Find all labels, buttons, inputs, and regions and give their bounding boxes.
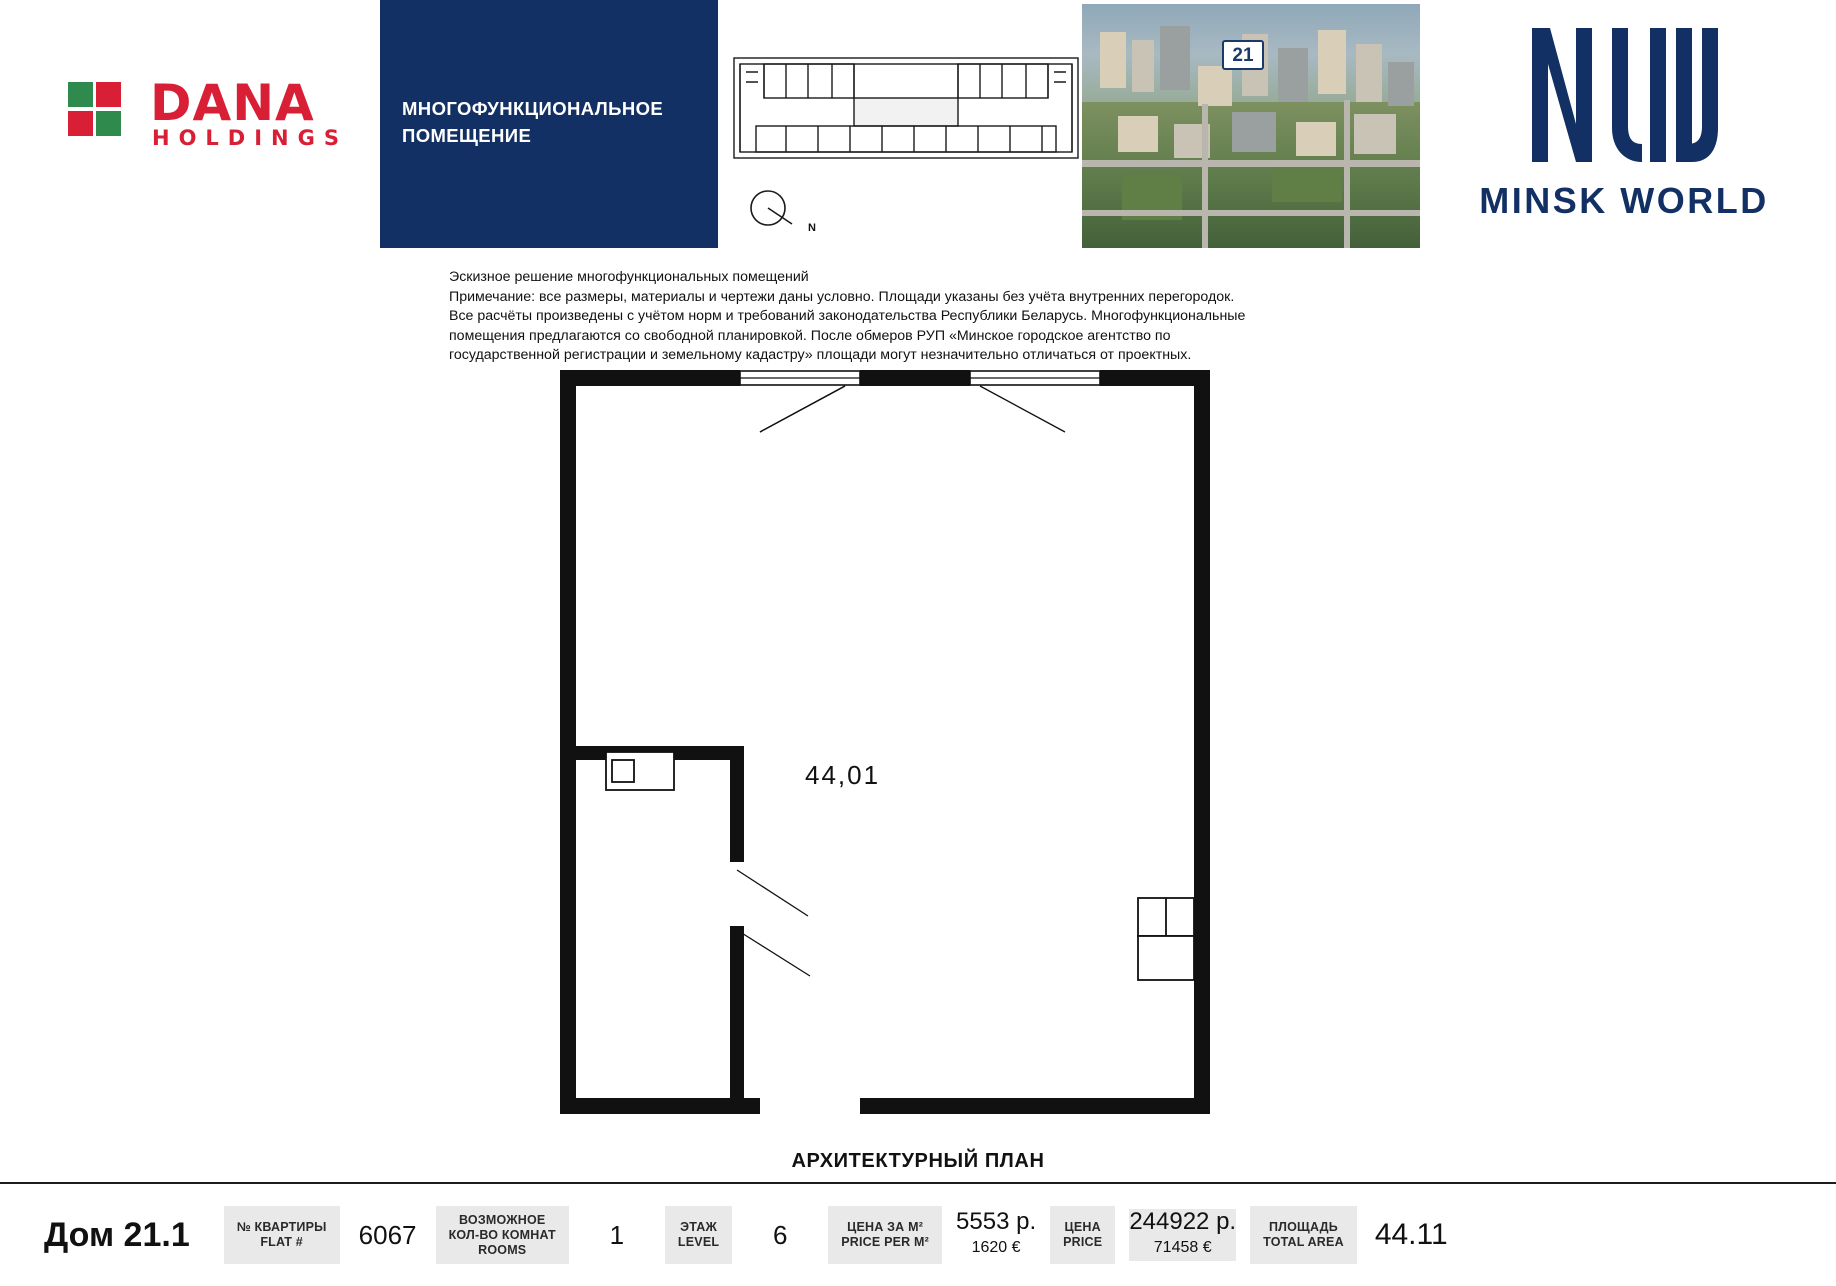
rooms-label-ru-1: ВОЗМОЖНОЕ bbox=[459, 1212, 546, 1227]
rooms-value: 1 bbox=[609, 1219, 625, 1250]
minsk-world-wordmark: MINSK WORLD bbox=[1479, 180, 1769, 221]
minsk-world-logo bbox=[1474, 20, 1774, 220]
note-line-2: Примечание: все размеры, материалы и чертежи даны условно. Площади указаны без учёта внутренних перегородок. bbox=[449, 288, 1235, 305]
dana-subtitle: HOLDINGS bbox=[152, 126, 348, 150]
compass-icon bbox=[748, 188, 818, 234]
site-number-marker: 21 bbox=[1222, 40, 1264, 70]
note-line-1: Эскизное решение многофункциональных помещений bbox=[449, 269, 809, 285]
price-per-m2-label-en: PRICE PER M² bbox=[841, 1235, 930, 1249]
room-area-label: 44,01 bbox=[805, 760, 881, 790]
architectural-plan-drawing bbox=[560, 370, 1260, 1130]
price-per-m2-byn: 5553 р. bbox=[956, 1208, 1037, 1235]
total-area-value: 44.11 bbox=[1374, 1218, 1448, 1251]
price-value bbox=[1115, 1209, 1250, 1261]
flat-label-ru: № КВАРТИРЫ bbox=[236, 1220, 327, 1234]
aerial-site-photo bbox=[1082, 4, 1420, 248]
dana-wordmark: DANA bbox=[150, 74, 315, 132]
total-area-label-ru: ПЛОЩАДЬ bbox=[1268, 1220, 1338, 1234]
document-header bbox=[0, 0, 1836, 248]
price-eur: 71458 € bbox=[1129, 1235, 1236, 1261]
footer-field-price-per-m2 bbox=[828, 1206, 1050, 1264]
building-key-plan bbox=[726, 48, 1086, 168]
price-per-m2-eur: 1620 € bbox=[971, 1239, 1021, 1256]
title-line-1: МНОГОФУНКЦИОНАЛЬНОЕ bbox=[402, 98, 664, 119]
dana-squares-icon bbox=[68, 82, 140, 140]
rooms-label-en: ROOMS bbox=[478, 1242, 527, 1257]
title-line-2: ПОМЕЩЕНИЕ bbox=[402, 125, 532, 146]
compass-north-label: N bbox=[808, 222, 816, 234]
level-label-en: LEVEL bbox=[677, 1235, 720, 1249]
flat-value: 6067 bbox=[358, 1219, 417, 1250]
level-label-ru: ЭТАЖ bbox=[680, 1220, 717, 1234]
spec-footer bbox=[0, 1182, 1836, 1286]
price-per-m2-value bbox=[942, 1209, 1050, 1261]
footer-field-level bbox=[665, 1206, 828, 1264]
note-line-4: помещения предлагаются со свободной планировкой. После обмеров РУП «Минское городское агентство по bbox=[449, 327, 1171, 344]
price-label-ru: ЦЕНА bbox=[1064, 1220, 1101, 1234]
footer-field-price bbox=[1050, 1206, 1250, 1264]
house-title: Дом 21.1 bbox=[44, 1215, 190, 1254]
flat-label-en: FLAT # bbox=[260, 1235, 303, 1249]
note-line-5: государственной регистрации и земельному кадастру» площади могут незначительно отличаться от проектных. bbox=[449, 347, 1192, 364]
footer-field-flat bbox=[224, 1206, 436, 1264]
price-byn: 244922 р. bbox=[1129, 1208, 1237, 1235]
note-line-3: Все расчёты произведены с учётом норм и требований законодательства Республики Беларусь. Многофункциональные bbox=[449, 308, 1246, 325]
plan-caption: АРХИТЕКТУРНЫЙ ПЛАН bbox=[791, 1150, 1045, 1172]
mw-monogram-icon bbox=[1526, 20, 1722, 175]
price-per-m2-label-ru: ЦЕНА ЗА М² bbox=[847, 1220, 924, 1234]
level-value: 6 bbox=[772, 1219, 788, 1250]
dana-holdings-logo bbox=[68, 74, 358, 158]
rooms-label-ru-2: КОЛ-ВО КОМНАТ bbox=[448, 1227, 556, 1242]
total-area-label-en: TOTAL AREA bbox=[1263, 1235, 1344, 1249]
footer-field-rooms bbox=[436, 1206, 665, 1264]
disclaimer-notes bbox=[449, 268, 1449, 366]
footer-field-total-area bbox=[1250, 1206, 1448, 1264]
price-label-en: PRICE bbox=[1063, 1235, 1103, 1249]
title-block bbox=[380, 0, 718, 248]
